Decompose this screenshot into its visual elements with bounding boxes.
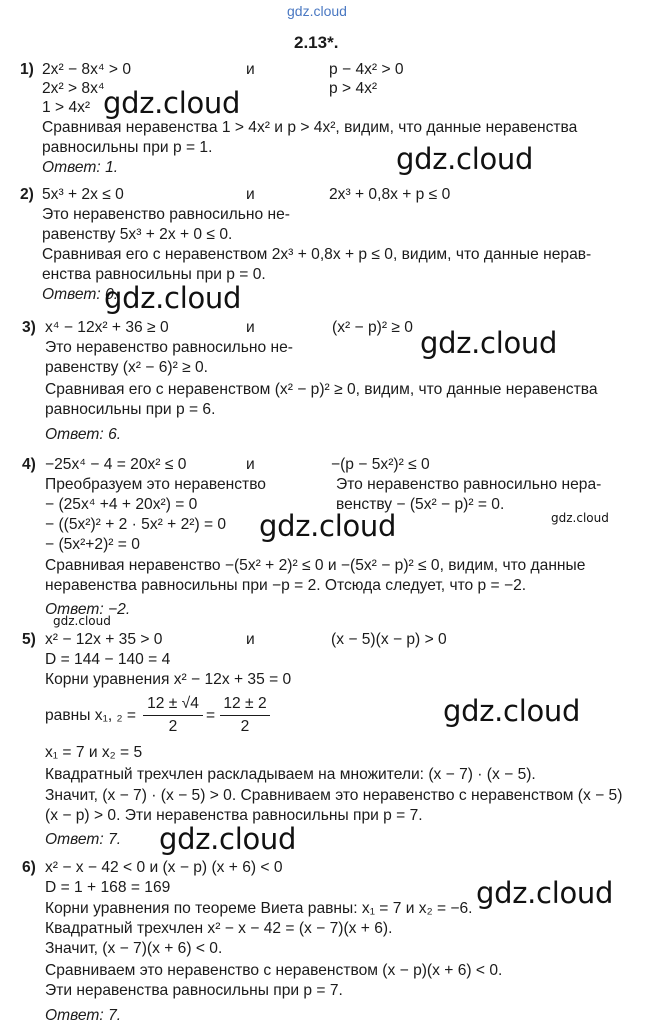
line: 2x² > 8x⁴ [42, 80, 105, 97]
fraction-denominator: 2 [168, 718, 178, 735]
line: Сравнивая его с неравенством (x² − p)² ≥ 0, видим, что данные неравенства [45, 381, 598, 398]
watermark: gdz.cloud [259, 509, 397, 543]
conj: и [246, 61, 255, 78]
line-right: −(p − 5x²)² ≤ 0 [331, 456, 430, 473]
line-right: p − 4x² > 0 [329, 61, 404, 78]
conj: и [246, 319, 255, 336]
conj: и [246, 456, 255, 473]
watermark: gdz.cloud [103, 86, 241, 120]
item-number: 6) [22, 859, 36, 876]
line-right: (x − 5)(x − p) > 0 [331, 631, 447, 648]
line: D = 144 − 140 = 4 [45, 651, 171, 668]
line: x⁴ − 12x² + 36 ≥ 0 [45, 319, 169, 336]
answer: Ответ: 7. [45, 831, 122, 848]
line: (x − p) > 0. Эти неравенства равносильны при p = 7. [45, 807, 423, 824]
line: Это неравенство равносильно не- [45, 339, 293, 356]
item-number: 5) [22, 631, 36, 648]
fraction-numerator: 12 ± √4 [147, 695, 199, 712]
line: равносильны при p = 1. [42, 139, 213, 156]
line: Сравнивая его с неравенством 2x³ + 0,8x + p ≤ 0, видим, что данные нерав- [42, 246, 592, 263]
watermark: gdz.cloud [443, 694, 581, 728]
line: Корни уравнения x² − 12x + 35 = 0 [45, 671, 292, 688]
line: Значит, (x − 7) · (x − 5) > 0. Сравниваем это неравенство с неравенством (x − 5) [45, 787, 623, 804]
line: равносильны при p = 6. [45, 401, 216, 418]
watermark-small: gdz.cloud [551, 511, 609, 525]
watermark-small: gdz.cloud [53, 614, 111, 628]
line: x² − x − 42 < 0 и (x − p) (x + 6) < 0 [45, 859, 283, 876]
fraction-2 [220, 694, 270, 737]
watermark: gdz.cloud [396, 142, 534, 176]
line: неравенства равносильны при −p = 2. Отсюда следует, что p = −2. [45, 577, 527, 594]
watermark: gdz.cloud [104, 281, 242, 315]
line: x² − 12x + 35 > 0 [45, 631, 163, 648]
item-number: 1) [20, 61, 34, 78]
line: − (5x²+2)² = 0 [45, 536, 140, 553]
item-number: 4) [22, 456, 36, 473]
line-right: венству − (5x² − p)² = 0. [336, 496, 505, 513]
line: енства равносильны при p = 0. [42, 266, 266, 283]
line: Квадратный трехчлен раскладываем на множители: (x − 7) · (x − 5). [45, 766, 536, 783]
line: x₁ = 7 и x₂ = 5 [45, 744, 143, 761]
line: − (25x⁴ +4 + 20x²) = 0 [45, 496, 198, 513]
line: Преобразуем это неравенство [45, 476, 266, 493]
conj: и [246, 631, 255, 648]
problem-title: 2.13*. [294, 33, 339, 52]
line: равны x₁, ₂ = [45, 707, 136, 724]
line: Сравнивая неравенство −(5x² + 2)² ≤ 0 и −(5x² − p)² ≤ 0, видим, что данные [45, 557, 586, 574]
line: − ((5x²)² + 2 · 5x² + 2²) = 0 [45, 516, 227, 533]
line: равенству 5x³ + 2x + 0 ≤ 0. [42, 226, 233, 243]
line: Сравнивая неравенства 1 > 4x² и p > 4x², видим, что данные неравенства [42, 119, 578, 136]
line: Сравниваем это неравенство с неравенством (x − p)(x + 6) < 0. [45, 962, 503, 979]
fraction-1 [143, 694, 203, 737]
line-right: 2x³ + 0,8x + p ≤ 0 [329, 186, 451, 203]
line: D = 1 + 168 = 169 [45, 879, 171, 896]
watermark: gdz.cloud [159, 822, 297, 856]
line-right: Это неравенство равносильно нера- [336, 476, 602, 493]
fraction-numerator: 12 ± 2 [223, 695, 267, 712]
line: Квадратный трехчлен x² − x − 42 = (x − 7)(x + 6). [45, 920, 393, 937]
answer: Ответ: −2. [45, 601, 131, 618]
line: 5x³ + 2x ≤ 0 [42, 186, 124, 203]
watermark: gdz.cloud [476, 876, 614, 910]
answer: Ответ: 7. [45, 1007, 122, 1024]
line: −25x⁴ − 4 = 20x² ≤ 0 [45, 456, 187, 473]
answer: Ответ: 1. [42, 159, 119, 176]
line-right: p > 4x² [329, 80, 378, 97]
conj: и [246, 186, 255, 203]
site-header[interactable]: gdz.cloud [287, 3, 347, 19]
line: Значит, (x − 7)(x + 6) < 0. [45, 940, 223, 957]
answer: Ответ: 6. [45, 426, 122, 443]
line-right: (x² − p)² ≥ 0 [332, 319, 413, 336]
answer: Ответ: 0. [42, 286, 119, 303]
equals-sign: = [206, 707, 216, 724]
item-number: 2) [20, 186, 34, 203]
line: 1 > 4x² [42, 99, 91, 116]
line: Это неравенство равносильно не- [42, 206, 290, 223]
line: Корни уравнения по теореме Виета равны: x₁ = 7 и x₂ = −6. [45, 900, 473, 917]
item-number: 3) [22, 319, 36, 336]
line: 2x² − 8x⁴ > 0 [42, 61, 132, 78]
fraction-denominator: 2 [240, 718, 250, 735]
watermark: gdz.cloud [420, 326, 558, 360]
line: равенству (x² − 6)² ≥ 0. [45, 359, 208, 376]
line: Эти неравенства равносильны при p = 7. [45, 982, 343, 999]
